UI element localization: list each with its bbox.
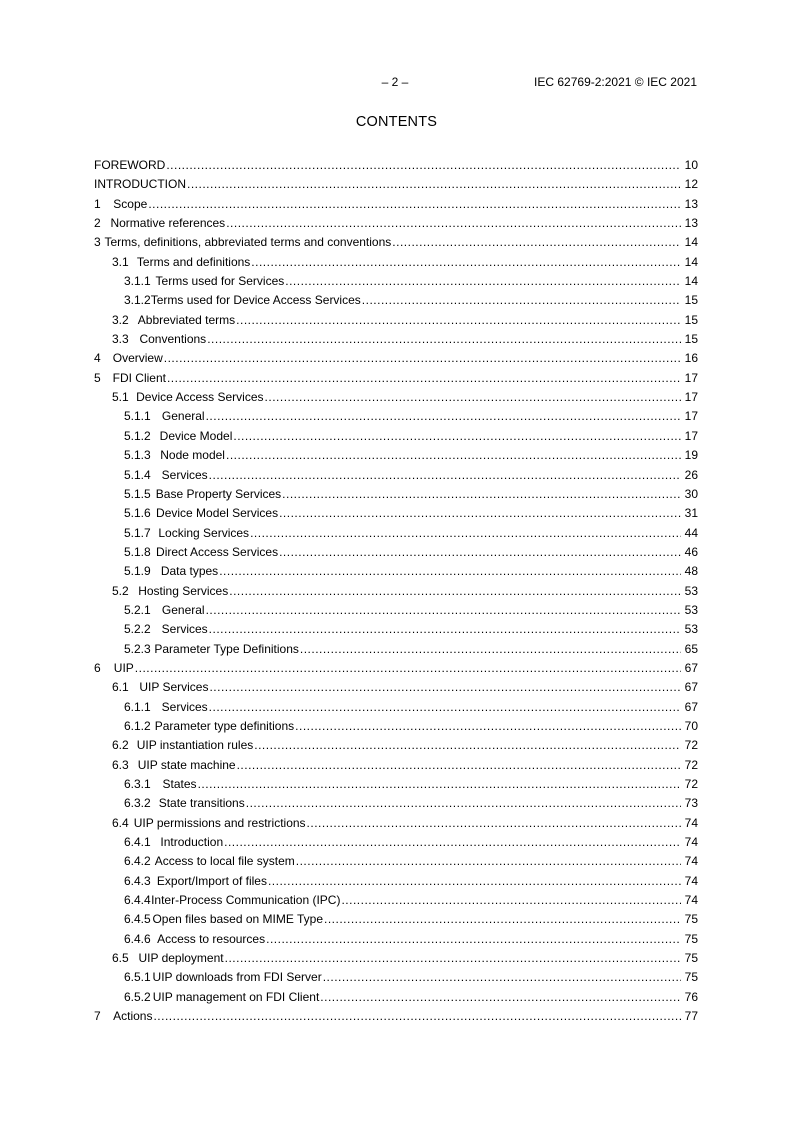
toc-dot-leader <box>324 910 681 929</box>
toc-entry-title: Device Model <box>159 428 233 443</box>
toc-dot-leader <box>237 756 681 775</box>
toc-entry-title: Conventions <box>139 332 207 347</box>
toc-entry-page: 75 <box>684 951 698 966</box>
toc-entry-page: 31 <box>684 506 698 521</box>
toc-entry[interactable] <box>94 562 698 581</box>
toc-dot-leader <box>224 833 681 852</box>
toc-entry-page: 13 <box>684 216 698 231</box>
toc-dot-leader <box>320 988 681 1007</box>
toc-entry-number: 5.1.6 <box>124 506 151 521</box>
toc-entry[interactable] <box>94 930 698 949</box>
toc-entry-number: 7 <box>94 1009 101 1024</box>
toc-entry-title: General <box>161 409 205 424</box>
toc-entry-page: 15 <box>684 293 698 308</box>
toc-entry-number: 6.1.2 <box>124 718 151 733</box>
toc-entry[interactable] <box>94 833 698 852</box>
toc-entry-page: 19 <box>684 448 698 463</box>
toc-entry-page: 10 <box>684 158 698 172</box>
toc-entry-title: UIP instantiation rules <box>136 738 254 753</box>
toc-entry-number: 1 <box>94 196 101 211</box>
toc-entry-title: Services <box>161 467 208 482</box>
toc-entry-title: State transitions <box>158 796 245 811</box>
toc-entry[interactable] <box>94 214 698 233</box>
toc-entry-number: 3.2 <box>112 312 129 327</box>
toc-dot-leader <box>236 311 681 330</box>
toc-entry-title: Terms, definitions, abbreviated terms and conventions <box>104 235 392 250</box>
toc-entry[interactable] <box>94 485 698 504</box>
toc-entry[interactable] <box>94 794 698 813</box>
toc-entry[interactable] <box>94 968 698 987</box>
toc-entry[interactable] <box>94 910 698 929</box>
toc-entry[interactable] <box>94 543 698 562</box>
toc-entry-title: States <box>162 777 197 791</box>
toc-entry-page: 17 <box>684 409 698 424</box>
toc-entry-number: 6.4.1 <box>124 835 151 850</box>
toc-entry-title: Services <box>161 622 208 637</box>
toc-entry-page: 74 <box>684 893 698 908</box>
toc-entry-number: 5.1.9 <box>124 564 151 579</box>
toc-entry[interactable] <box>94 891 698 910</box>
toc-entry-page: 75 <box>684 912 698 927</box>
toc-entry[interactable] <box>94 775 698 794</box>
toc-entry-title: UIP downloads from FDI Server <box>152 970 322 985</box>
toc-entry-title: Base Property Services <box>155 486 282 501</box>
toc-dot-leader <box>246 794 681 813</box>
toc-entry[interactable] <box>94 736 698 755</box>
toc-entry-title: UIP Services <box>139 680 209 695</box>
toc-entry-title: UIP permissions and restrictions <box>133 815 306 830</box>
toc-entry-number: 6.3.2 <box>124 796 151 811</box>
toc-entry-page: 75 <box>684 970 698 985</box>
toc-entry-page: 67 <box>684 699 698 714</box>
toc-entry-page: 48 <box>684 564 698 579</box>
toc-entry[interactable] <box>94 620 698 639</box>
toc-entry-number: 6.4.3 <box>124 873 151 888</box>
toc-dot-leader <box>268 872 681 891</box>
toc-entry[interactable] <box>94 640 698 659</box>
toc-dot-leader <box>266 930 681 949</box>
toc-entry-number: 6.5.2 <box>124 989 151 1004</box>
toc-entry-page: 70 <box>684 718 698 733</box>
toc-entry-title: Overview <box>112 351 163 366</box>
toc-entry-page: 73 <box>684 796 698 811</box>
toc-entry-title: Parameter Type Definitions <box>154 641 299 656</box>
toc-entry[interactable] <box>94 988 698 1007</box>
toc-entry-page: 30 <box>684 486 698 501</box>
toc-entry-title: UIP deployment <box>138 951 224 966</box>
toc-entry[interactable] <box>94 504 698 523</box>
toc-entry[interactable] <box>94 330 698 349</box>
toc-entry-number: 6.4 <box>112 815 129 830</box>
toc-entry-number: 6.4.4 <box>124 893 151 908</box>
toc-dot-leader <box>206 601 681 620</box>
toc-entry-page: 75 <box>684 931 698 946</box>
toc-dot-leader <box>307 814 681 833</box>
toc-dot-leader <box>226 214 681 233</box>
toc-dot-leader <box>250 524 681 543</box>
toc-entry-page: 67 <box>684 680 698 695</box>
toc-dot-leader <box>219 562 681 581</box>
toc-entry-title: FOREWORD <box>94 158 166 172</box>
toc-entry-page: 65 <box>684 641 698 656</box>
toc-entry-number: 6.5.1 <box>124 970 151 985</box>
toc-entry-page: 17 <box>684 390 698 405</box>
toc-dot-leader <box>148 195 681 214</box>
toc-entry-title: Terms and definitions <box>136 254 251 269</box>
table-of-contents <box>94 156 698 1026</box>
toc-entry-page: 17 <box>684 370 698 385</box>
toc-entry-title: FDI Client <box>112 370 166 385</box>
toc-entry-page: 72 <box>684 738 698 753</box>
toc-entry[interactable] <box>94 814 698 833</box>
toc-entry-title: UIP state machine <box>137 757 236 772</box>
toc-entry-number: 3 <box>94 235 101 250</box>
toc-entry-number: 6.5 <box>112 951 129 966</box>
toc-entry-page: 53 <box>684 583 698 598</box>
toc-entry-title: Locking Services <box>158 525 250 540</box>
toc-entry-title: Normative references <box>110 216 226 231</box>
toc-dot-leader <box>206 407 681 426</box>
toc-dot-leader <box>135 659 681 678</box>
toc-entry[interactable] <box>94 1007 698 1026</box>
toc-entry-page: 77 <box>684 1009 698 1024</box>
toc-dot-leader <box>209 466 681 485</box>
toc-entry[interactable] <box>94 949 698 968</box>
toc-entry-page: 72 <box>684 757 698 772</box>
toc-entry-number: 6.4.6 <box>124 931 151 946</box>
toc-entry[interactable] <box>94 582 698 601</box>
toc-entry-number: 5.1.8 <box>124 544 151 559</box>
toc-entry-title: Inter-Process Communication (IPC) <box>151 893 341 908</box>
toc-entry-page: 72 <box>684 777 698 791</box>
toc-entry-title: Access to local file system <box>154 854 295 869</box>
toc-entry-number: 5.2.3 <box>124 641 151 656</box>
toc-entry-number: 6.4.2 <box>124 854 151 869</box>
toc-entry-number: 6.1 <box>112 680 129 695</box>
toc-entry-number: 5.1.2 <box>124 428 151 443</box>
toc-entry-title: INTRODUCTION <box>94 177 186 192</box>
toc-entry-title: General <box>161 602 205 617</box>
toc-entry[interactable] <box>94 156 698 175</box>
toc-entry-title: Direct Access Services <box>156 544 279 559</box>
toc-entry-page: 15 <box>684 312 698 327</box>
toc-entry[interactable] <box>94 446 698 465</box>
toc-entry-page: 53 <box>684 602 698 617</box>
toc-entry-number: 3.1.2 <box>124 293 151 308</box>
toc-entry[interactable] <box>94 659 698 678</box>
toc-entry[interactable] <box>94 233 698 252</box>
toc-dot-leader <box>225 949 681 968</box>
toc-entry-number: 5.1.1 <box>124 409 151 424</box>
toc-entry-number: 5.1 <box>112 390 129 405</box>
toc-entry-title: Data types <box>160 564 219 579</box>
toc-entry-page: 44 <box>684 525 698 540</box>
toc-entry-page: 46 <box>684 544 698 559</box>
toc-entry[interactable] <box>94 872 698 891</box>
toc-entry[interactable] <box>94 175 698 194</box>
toc-dot-leader <box>251 253 681 272</box>
toc-dot-leader <box>279 543 681 562</box>
page-number: – 2 – <box>381 75 409 89</box>
toc-entry-title: Introduction <box>160 835 224 850</box>
toc-entry-number: 5.2.1 <box>124 602 151 617</box>
toc-entry-number: 5.1.7 <box>124 525 151 540</box>
toc-entry[interactable] <box>94 678 698 697</box>
toc-dot-leader <box>295 717 681 736</box>
toc-entry-title: UIP management on FDI Client <box>152 989 320 1004</box>
toc-entry-number: 6.3.1 <box>124 777 151 791</box>
toc-entry-page: 53 <box>684 622 698 637</box>
toc-entry-page: 74 <box>684 815 698 830</box>
toc-entry-number: 6.4.5 <box>124 912 151 927</box>
toc-dot-leader <box>362 291 681 310</box>
toc-entry-title: Services <box>161 699 208 714</box>
toc-entry[interactable] <box>94 291 698 310</box>
toc-entry-page: 13 <box>684 196 698 211</box>
toc-entry[interactable] <box>94 388 698 407</box>
toc-entry-title: Actions <box>113 1009 153 1024</box>
toc-dot-leader <box>226 446 681 465</box>
toc-entry-number: 2 <box>94 216 101 231</box>
toc-entry-title: Export/Import of files <box>156 873 267 888</box>
toc-entry-page: 16 <box>684 351 698 366</box>
toc-entry-page: 14 <box>684 235 698 250</box>
toc-entry-number: 5.1.3 <box>124 448 151 463</box>
toc-dot-leader <box>207 330 681 349</box>
toc-entry-number: 6.2 <box>112 738 129 753</box>
toc-entry-number: 4 <box>94 351 101 366</box>
toc-dot-leader <box>254 736 681 755</box>
toc-dot-leader <box>153 1007 681 1026</box>
toc-entry[interactable] <box>94 852 698 871</box>
toc-entry-title: UIP <box>113 660 134 675</box>
toc-dot-leader <box>167 369 681 388</box>
toc-entry[interactable] <box>94 349 698 368</box>
toc-entry-page: 67 <box>684 660 698 675</box>
toc-dot-leader <box>233 427 681 446</box>
toc-entry-page: 26 <box>684 467 698 482</box>
toc-dot-leader <box>166 156 681 175</box>
toc-entry[interactable] <box>94 272 698 291</box>
toc-entry[interactable] <box>94 195 698 214</box>
toc-entry-page: 14 <box>684 274 698 289</box>
toc-dot-leader <box>392 233 681 252</box>
toc-entry-title: Device Model Services <box>156 506 279 521</box>
toc-entry-number: 5.2 <box>112 583 129 598</box>
toc-dot-leader <box>187 175 681 194</box>
toc-entry-title: Access to resources <box>157 931 266 946</box>
toc-entry-title: Device Access Services <box>136 390 264 405</box>
document-id: IEC 62769-2:2021 © IEC 2021 <box>534 75 697 89</box>
toc-entry-page: 12 <box>684 177 698 192</box>
toc-dot-leader <box>229 582 681 601</box>
toc-dot-leader <box>265 388 681 407</box>
toc-dot-leader <box>209 698 681 717</box>
toc-dot-leader <box>209 620 681 639</box>
toc-dot-leader <box>198 775 681 794</box>
toc-entry[interactable] <box>94 524 698 543</box>
toc-entry-number: 6 <box>94 660 101 675</box>
toc-entry-page: 74 <box>684 854 698 869</box>
toc-entry-page: 14 <box>684 254 698 269</box>
toc-entry-number: 3.1 <box>112 254 129 269</box>
toc-dot-leader <box>279 504 681 523</box>
toc-entry-number: 6.3 <box>112 757 129 772</box>
toc-entry-page: 17 <box>684 428 698 443</box>
toc-entry-page: 74 <box>684 873 698 888</box>
toc-entry-number: 5.1.5 <box>124 486 151 501</box>
toc-dot-leader <box>209 678 681 697</box>
toc-entry[interactable] <box>94 698 698 717</box>
toc-entry-title: Hosting Services <box>138 583 229 598</box>
toc-entry-title: Scope <box>113 196 148 211</box>
toc-entry-number: 5 <box>94 370 101 385</box>
toc-dot-leader <box>285 272 681 291</box>
toc-entry-number: 3.1.1 <box>124 274 151 289</box>
toc-entry[interactable] <box>94 427 698 446</box>
toc-entry[interactable] <box>94 311 698 330</box>
toc-entry-title: Open files based on MIME Type <box>152 912 323 927</box>
toc-entry[interactable] <box>94 466 698 485</box>
toc-entry-title: Node model <box>160 448 225 463</box>
toc-dot-leader <box>164 349 681 368</box>
toc-entry[interactable] <box>94 407 698 426</box>
toc-entry-number: 5.2.2 <box>124 622 151 637</box>
toc-entry-page: 74 <box>684 835 698 850</box>
toc-entry-title: Terms used for Services <box>155 274 285 289</box>
toc-entry-page: 15 <box>684 332 698 347</box>
toc-entry[interactable] <box>94 369 698 388</box>
toc-entry-title: Abbreviated terms <box>137 312 236 327</box>
toc-entry-number: 6.1.1 <box>124 699 151 714</box>
toc-entry-title: Parameter type definitions <box>154 718 295 733</box>
toc-entry-page: 76 <box>684 989 698 1004</box>
toc-dot-leader <box>341 891 681 910</box>
toc-entry[interactable] <box>94 253 698 272</box>
page-title: CONTENTS <box>355 114 438 130</box>
toc-entry-title: Terms used for Device Access Services <box>150 293 361 308</box>
toc-dot-leader <box>300 640 681 659</box>
toc-dot-leader <box>323 968 681 987</box>
toc-entry-number: 5.1.4 <box>124 467 151 482</box>
toc-dot-leader <box>296 852 681 871</box>
toc-entry-number: 3.3 <box>112 332 129 347</box>
toc-entry[interactable] <box>94 717 698 736</box>
toc-dot-leader <box>282 485 681 504</box>
toc-entry[interactable] <box>94 756 698 775</box>
toc-entry[interactable] <box>94 601 698 620</box>
